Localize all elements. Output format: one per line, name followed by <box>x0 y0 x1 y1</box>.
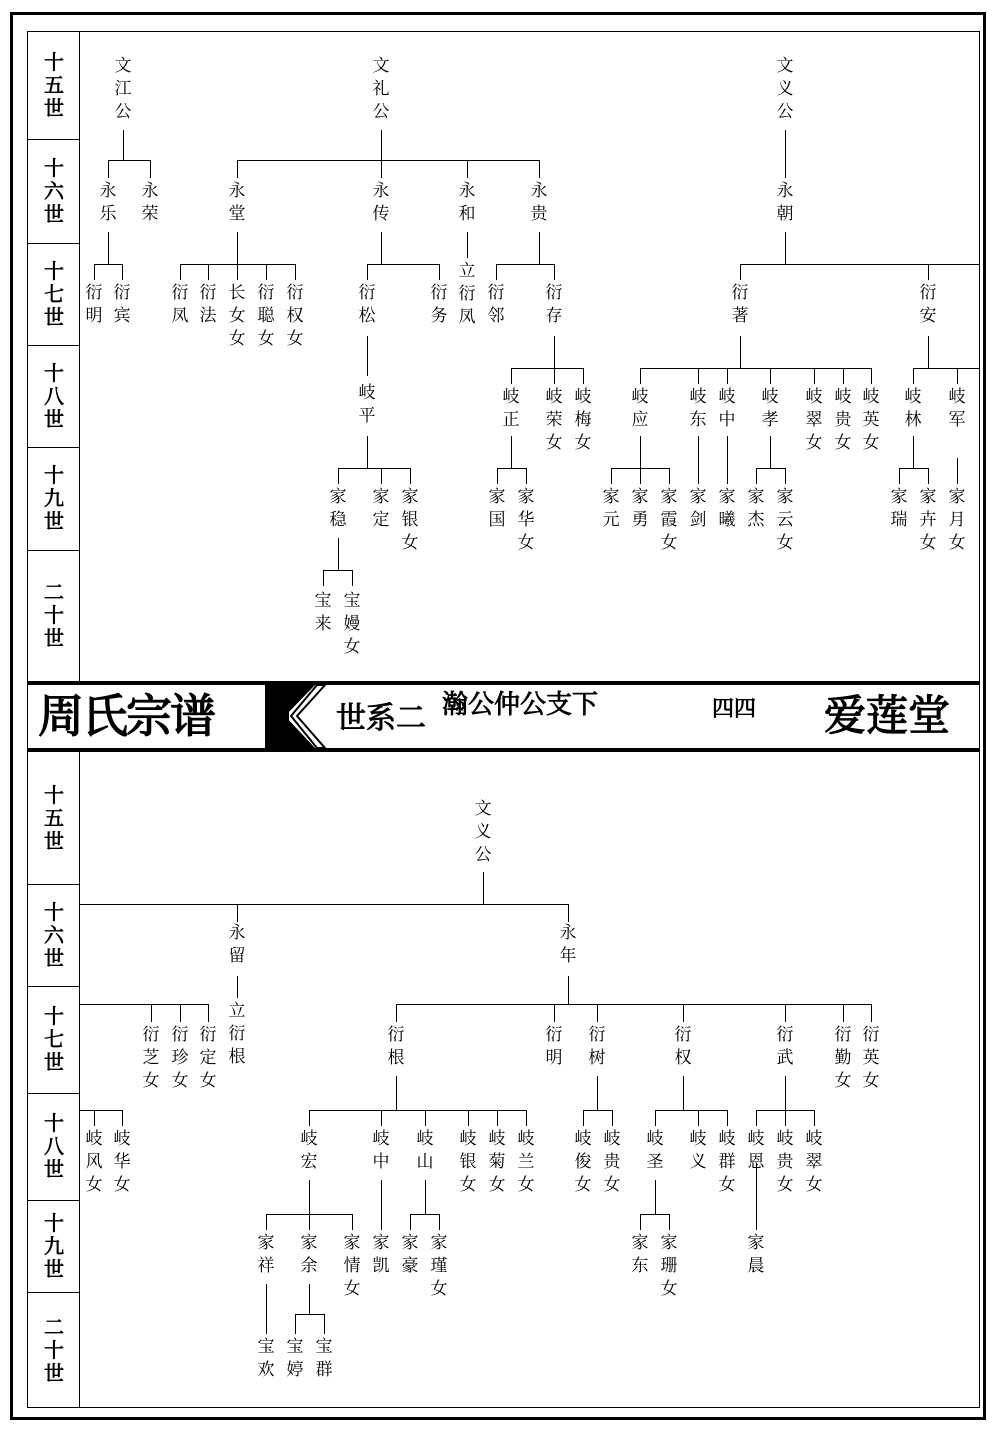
person-name: 永 年 <box>559 923 577 966</box>
person-name: 岐 荣 女 <box>545 387 563 453</box>
person-name: 岐 中 <box>372 1129 390 1172</box>
person-name: 衍 芝 女 <box>142 1025 160 1091</box>
person-name: 家 余 <box>300 1233 318 1276</box>
person-name: 家 云 女 <box>776 487 794 553</box>
chevron-ornament-icon <box>267 685 327 748</box>
person-name: 家 杰 <box>747 487 765 530</box>
person-name: 岐 东 <box>689 387 707 430</box>
person-name: 衍 武 <box>776 1025 794 1068</box>
gen-column-divider-bottom <box>79 752 80 1407</box>
person-name: 岐 菊 女 <box>488 1129 506 1195</box>
series-label: 世系二 <box>336 701 426 736</box>
top-generation-label: 十 九 世 <box>44 463 64 533</box>
generation-row-divider <box>27 139 80 140</box>
person-name: 岐 林 <box>904 387 922 430</box>
person-name: 衍 聪 女 <box>257 283 275 349</box>
person-name: 文 义 公 <box>776 56 794 122</box>
top-generation-label: 十 七 世 <box>44 259 64 329</box>
person-name: 岐 英 女 <box>862 387 880 453</box>
person-name: 衍 明 <box>545 1025 563 1068</box>
person-name: 永 贵 <box>530 181 548 224</box>
bottom-generation-label: 二 十 世 <box>44 1315 64 1385</box>
generation-row-divider <box>27 1200 80 1201</box>
person-name: 家 凯 <box>372 1233 390 1276</box>
person-name: 衍 定 女 <box>199 1025 217 1091</box>
person-name: 岐 孝 <box>761 387 779 430</box>
person-name: 家 剑 <box>689 487 707 530</box>
person-name: 岐 平 <box>358 383 376 426</box>
person-name: 宝 群 <box>315 1337 333 1380</box>
person-name: 岐 贵 女 <box>603 1129 621 1195</box>
generation-row-divider <box>27 243 80 244</box>
person-name: 家 豪 <box>401 1233 419 1276</box>
genealogy-title: 周氏宗谱 <box>38 689 214 743</box>
person-name: 家 月 女 <box>948 487 966 553</box>
person-name: 衍 根 <box>387 1025 405 1068</box>
person-name: 岐 恩 <box>747 1129 765 1172</box>
person-name: 永 朝 <box>776 181 794 224</box>
person-name: 家 元 <box>602 487 620 530</box>
person-name: 宝 欢 <box>257 1337 275 1380</box>
bottom-generation-label: 十 六 世 <box>44 900 64 970</box>
person-name: 立 衍 凤 <box>458 261 476 327</box>
top-generation-label: 十 五 世 <box>44 50 64 120</box>
person-name: 家 卉 女 <box>919 487 937 553</box>
person-name: 衍 树 <box>588 1025 606 1068</box>
person-name: 岐 中 <box>718 387 736 430</box>
person-name: 衍 凤 <box>171 283 189 326</box>
person-name: 家 东 <box>631 1233 649 1276</box>
person-name: 衍 宾 <box>113 283 131 326</box>
gen-column-divider-top <box>79 31 80 681</box>
person-name: 岐 军 <box>948 387 966 430</box>
person-name: 岐 贵 女 <box>834 387 852 453</box>
person-name: 岐 山 <box>416 1129 434 1172</box>
person-name: 衍 英 女 <box>862 1025 880 1091</box>
person-name: 家 瑞 <box>890 487 908 530</box>
person-name: 立 衍 根 <box>228 1001 246 1067</box>
person-name: 永 荣 <box>141 181 159 224</box>
person-name: 衍 法 <box>199 283 217 326</box>
person-name: 衍 安 <box>919 283 937 326</box>
person-name: 文 礼 公 <box>372 56 390 122</box>
person-name: 宝 嫚 女 <box>343 591 361 657</box>
top-generation-label: 十 六 世 <box>44 156 64 226</box>
person-name: 文 义 公 <box>474 799 492 865</box>
person-name: 家 晨 <box>747 1233 765 1276</box>
person-name: 岐 梅 女 <box>574 387 592 453</box>
person-name: 衍 权 <box>674 1025 692 1068</box>
person-name: 永 留 <box>228 923 246 966</box>
generation-row-divider <box>27 884 80 885</box>
person-name: 家 定 <box>372 487 390 530</box>
person-name: 岐 风 女 <box>85 1129 103 1195</box>
generation-row-divider <box>27 447 80 448</box>
person-name: 永 堂 <box>228 181 246 224</box>
person-name: 衍 邻 <box>487 283 505 326</box>
person-name: 家 曦 <box>718 487 736 530</box>
person-name: 岐 华 女 <box>113 1129 131 1195</box>
person-name: 岐 圣 <box>646 1129 664 1172</box>
person-name: 衍 务 <box>430 283 448 326</box>
person-name: 衍 明 <box>85 283 103 326</box>
person-name: 岐 银 女 <box>459 1129 477 1195</box>
person-name: 家 珊 女 <box>660 1233 678 1299</box>
person-name: 岐 群 女 <box>718 1129 736 1195</box>
person-name: 宝 婷 <box>286 1337 304 1380</box>
person-name: 衍 珍 女 <box>171 1025 189 1091</box>
bottom-generation-label: 十 五 世 <box>44 783 64 853</box>
person-name: 岐 正 <box>502 387 520 430</box>
top-generation-label: 十 八 世 <box>44 361 64 431</box>
person-name: 家 情 女 <box>343 1233 361 1299</box>
branch-label: 瀚公仲公支下 <box>442 690 599 720</box>
person-name: 岐 贵 女 <box>776 1129 794 1195</box>
top-generation-label: 二 十 世 <box>44 580 64 650</box>
person-name: 永 传 <box>372 181 390 224</box>
person-name: 岐 兰 女 <box>517 1129 535 1195</box>
generation-row-divider <box>27 986 80 987</box>
person-name: 长 女 女 <box>228 283 246 349</box>
person-name: 家 稳 <box>329 487 347 530</box>
person-name: 岐 应 <box>631 387 649 430</box>
person-name: 衍 著 <box>731 283 749 326</box>
bottom-generation-label: 十 八 世 <box>44 1111 64 1181</box>
generation-row-divider <box>27 550 80 551</box>
page-number: 四四 <box>712 696 757 722</box>
generation-row-divider <box>27 345 80 346</box>
person-name: 家 国 <box>488 487 506 530</box>
person-name: 家 瑾 女 <box>430 1233 448 1299</box>
person-name: 永 乐 <box>99 181 117 224</box>
person-name: 衍 存 <box>545 283 563 326</box>
bottom-generation-label: 十 七 世 <box>44 1004 64 1074</box>
generation-row-divider <box>27 1093 80 1094</box>
person-name: 永 和 <box>458 181 476 224</box>
person-name: 家 华 女 <box>517 487 535 553</box>
person-name: 文 江 公 <box>114 56 132 122</box>
generation-row-divider <box>27 1292 80 1293</box>
person-name: 岐 俊 女 <box>574 1129 592 1195</box>
person-name: 家 银 女 <box>401 487 419 553</box>
person-name: 岐 翠 女 <box>805 387 823 453</box>
person-name: 岐 义 <box>689 1129 707 1172</box>
person-name: 衍 权 女 <box>286 283 304 349</box>
bottom-generation-label: 十 九 世 <box>44 1211 64 1281</box>
person-name: 家 祥 <box>257 1233 275 1276</box>
person-name: 衍 松 <box>358 283 376 326</box>
person-name: 家 勇 <box>631 487 649 530</box>
person-name: 家 霞 女 <box>660 487 678 553</box>
person-name: 衍 勤 女 <box>834 1025 852 1091</box>
person-name: 岐 翠 女 <box>805 1129 823 1195</box>
person-name: 岐 宏 <box>300 1129 318 1172</box>
hall-name: 爱莲堂 <box>824 691 951 740</box>
person-name: 宝 来 <box>314 591 332 634</box>
